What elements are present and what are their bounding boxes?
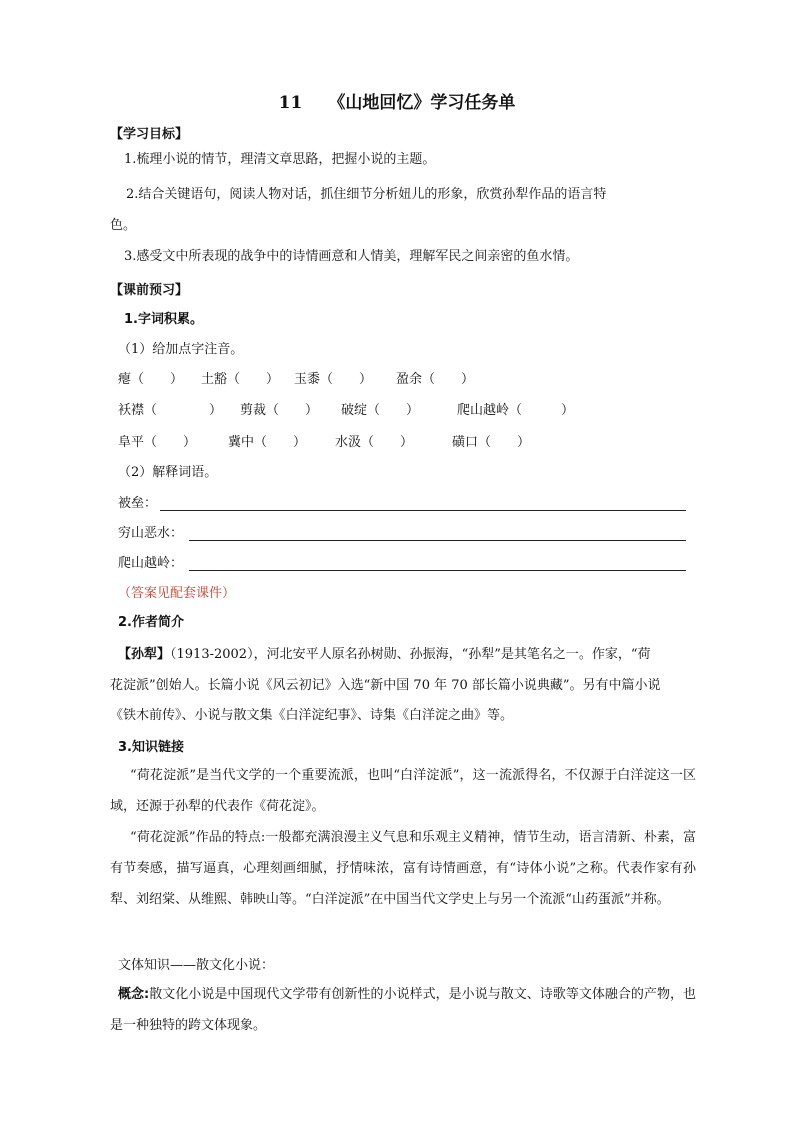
author-line-3: 《铁木前传》、小说与散文集《白洋淀纪事》、诗集《白洋淀之曲》等。 <box>110 708 514 723</box>
pinyin-item: 剪裁（ ） <box>240 403 319 418</box>
vocab-heading: 1.字词积累。 <box>124 312 203 327</box>
pinyin-item: 土豁（ ） <box>201 372 280 387</box>
pinyin-prompt: （1）给加点字注音。 <box>118 342 244 357</box>
answer-line[interactable] <box>189 570 686 571</box>
author-line-1 <box>118 645 651 665</box>
goal-item-1: 1.梳理小说的情节，理清文章思路，把握小说的主题。 <box>124 152 436 167</box>
author-heading: 2.作者简介 <box>118 615 184 630</box>
answer-line[interactable] <box>160 510 686 511</box>
knowledge-paragraph-1: “荷花淀派”是当代文学的一个重要流派，也叫“白洋淀派”，这一流派得名，不仅源于白洋淀这一区域，还源于孙犁的代表作《荷花淀》。 <box>110 768 696 814</box>
preview-heading: 【课前预习】 <box>110 283 189 298</box>
goal-item-2: 2.结合关键语句，阅读人物对话，抓住细节分析妞儿的形象，欣赏孙犁作品的语言特 <box>126 187 607 202</box>
answer-note: （答案见配套课件） <box>118 586 236 601</box>
author-name: 【孙犁】 <box>118 647 171 662</box>
answer-line[interactable] <box>189 540 686 541</box>
goal-item-3: 3.感受文中所表现的战争中的诗情画意和人情美，理解军民之间亲密的鱼水情。 <box>124 249 579 264</box>
pinyin-item: 瘪（ ） <box>118 372 184 387</box>
page-title <box>0 88 794 113</box>
knowledge-paragraph-2: “荷花淀派”作品的特点:一般都充满浪漫主义气息和乐观主义精神，情节生动，语言清新、朴素，富有节奏感，描写逼真，心理刻画细腻，抒情味浓，富有诗情画意，有“诗体小说”之称。代表作家有孙犁、刘绍棠、从维熙、韩映山等。“白洋淀派”在中国当代文学史上与另一个流派“山药蛋派”并称。 <box>110 830 696 907</box>
pinyin-item: 磺口（ ） <box>452 435 531 450</box>
pinyin-item: 破绽（ ） <box>341 403 420 418</box>
pinyin-item: 冀中（ ） <box>228 435 307 450</box>
pinyin-item: 阜平（ ） <box>118 435 197 450</box>
pinyin-item: 玉黍（ ） <box>294 372 373 387</box>
term-label: 穷山恶水： <box>118 526 184 541</box>
pinyin-item: 爬山越岭（ ） <box>457 403 575 418</box>
pinyin-item: 盈余（ ） <box>396 372 475 387</box>
term-label: 爬山越岭： <box>118 556 184 571</box>
concept-paragraph <box>110 979 696 1041</box>
explain-prompt: （2）解释词语。 <box>118 465 218 480</box>
goals-heading: 【学习目标】 <box>110 127 189 142</box>
pinyin-item: 水汲（ ） <box>335 435 414 450</box>
pinyin-item: 袄襟（ ） <box>118 403 223 418</box>
concept-text: 散文化小说是中国现代文学带有创新性的小说样式，是小说与散文、诗歌等文体融合的产物，也是一种独特的跨文体现象。 <box>110 987 696 1033</box>
author-line-2: 花淀派”创始人。长篇小说《风云初记》入选“新中国 70 年 70 部长篇小说典藏”。另有中篇小说 <box>110 678 661 693</box>
concept-label: 概念: <box>118 987 150 1002</box>
goal-item-2-cont: 色。 <box>110 218 137 233</box>
lesson-title: 《山地回忆》学习任务单 <box>328 93 516 113</box>
term-label: 被垒： <box>118 496 158 511</box>
knowledge-heading: 3.知识链接 <box>118 740 184 755</box>
lesson-number: 11 <box>278 93 303 113</box>
author-text: （1913-2002），河北安平人原名孙树勋、孙振海，“孙犁”是其笔名之一。作家，“荷 <box>170 647 651 662</box>
genre-line: 文体知识——散文化小说： <box>118 958 275 973</box>
